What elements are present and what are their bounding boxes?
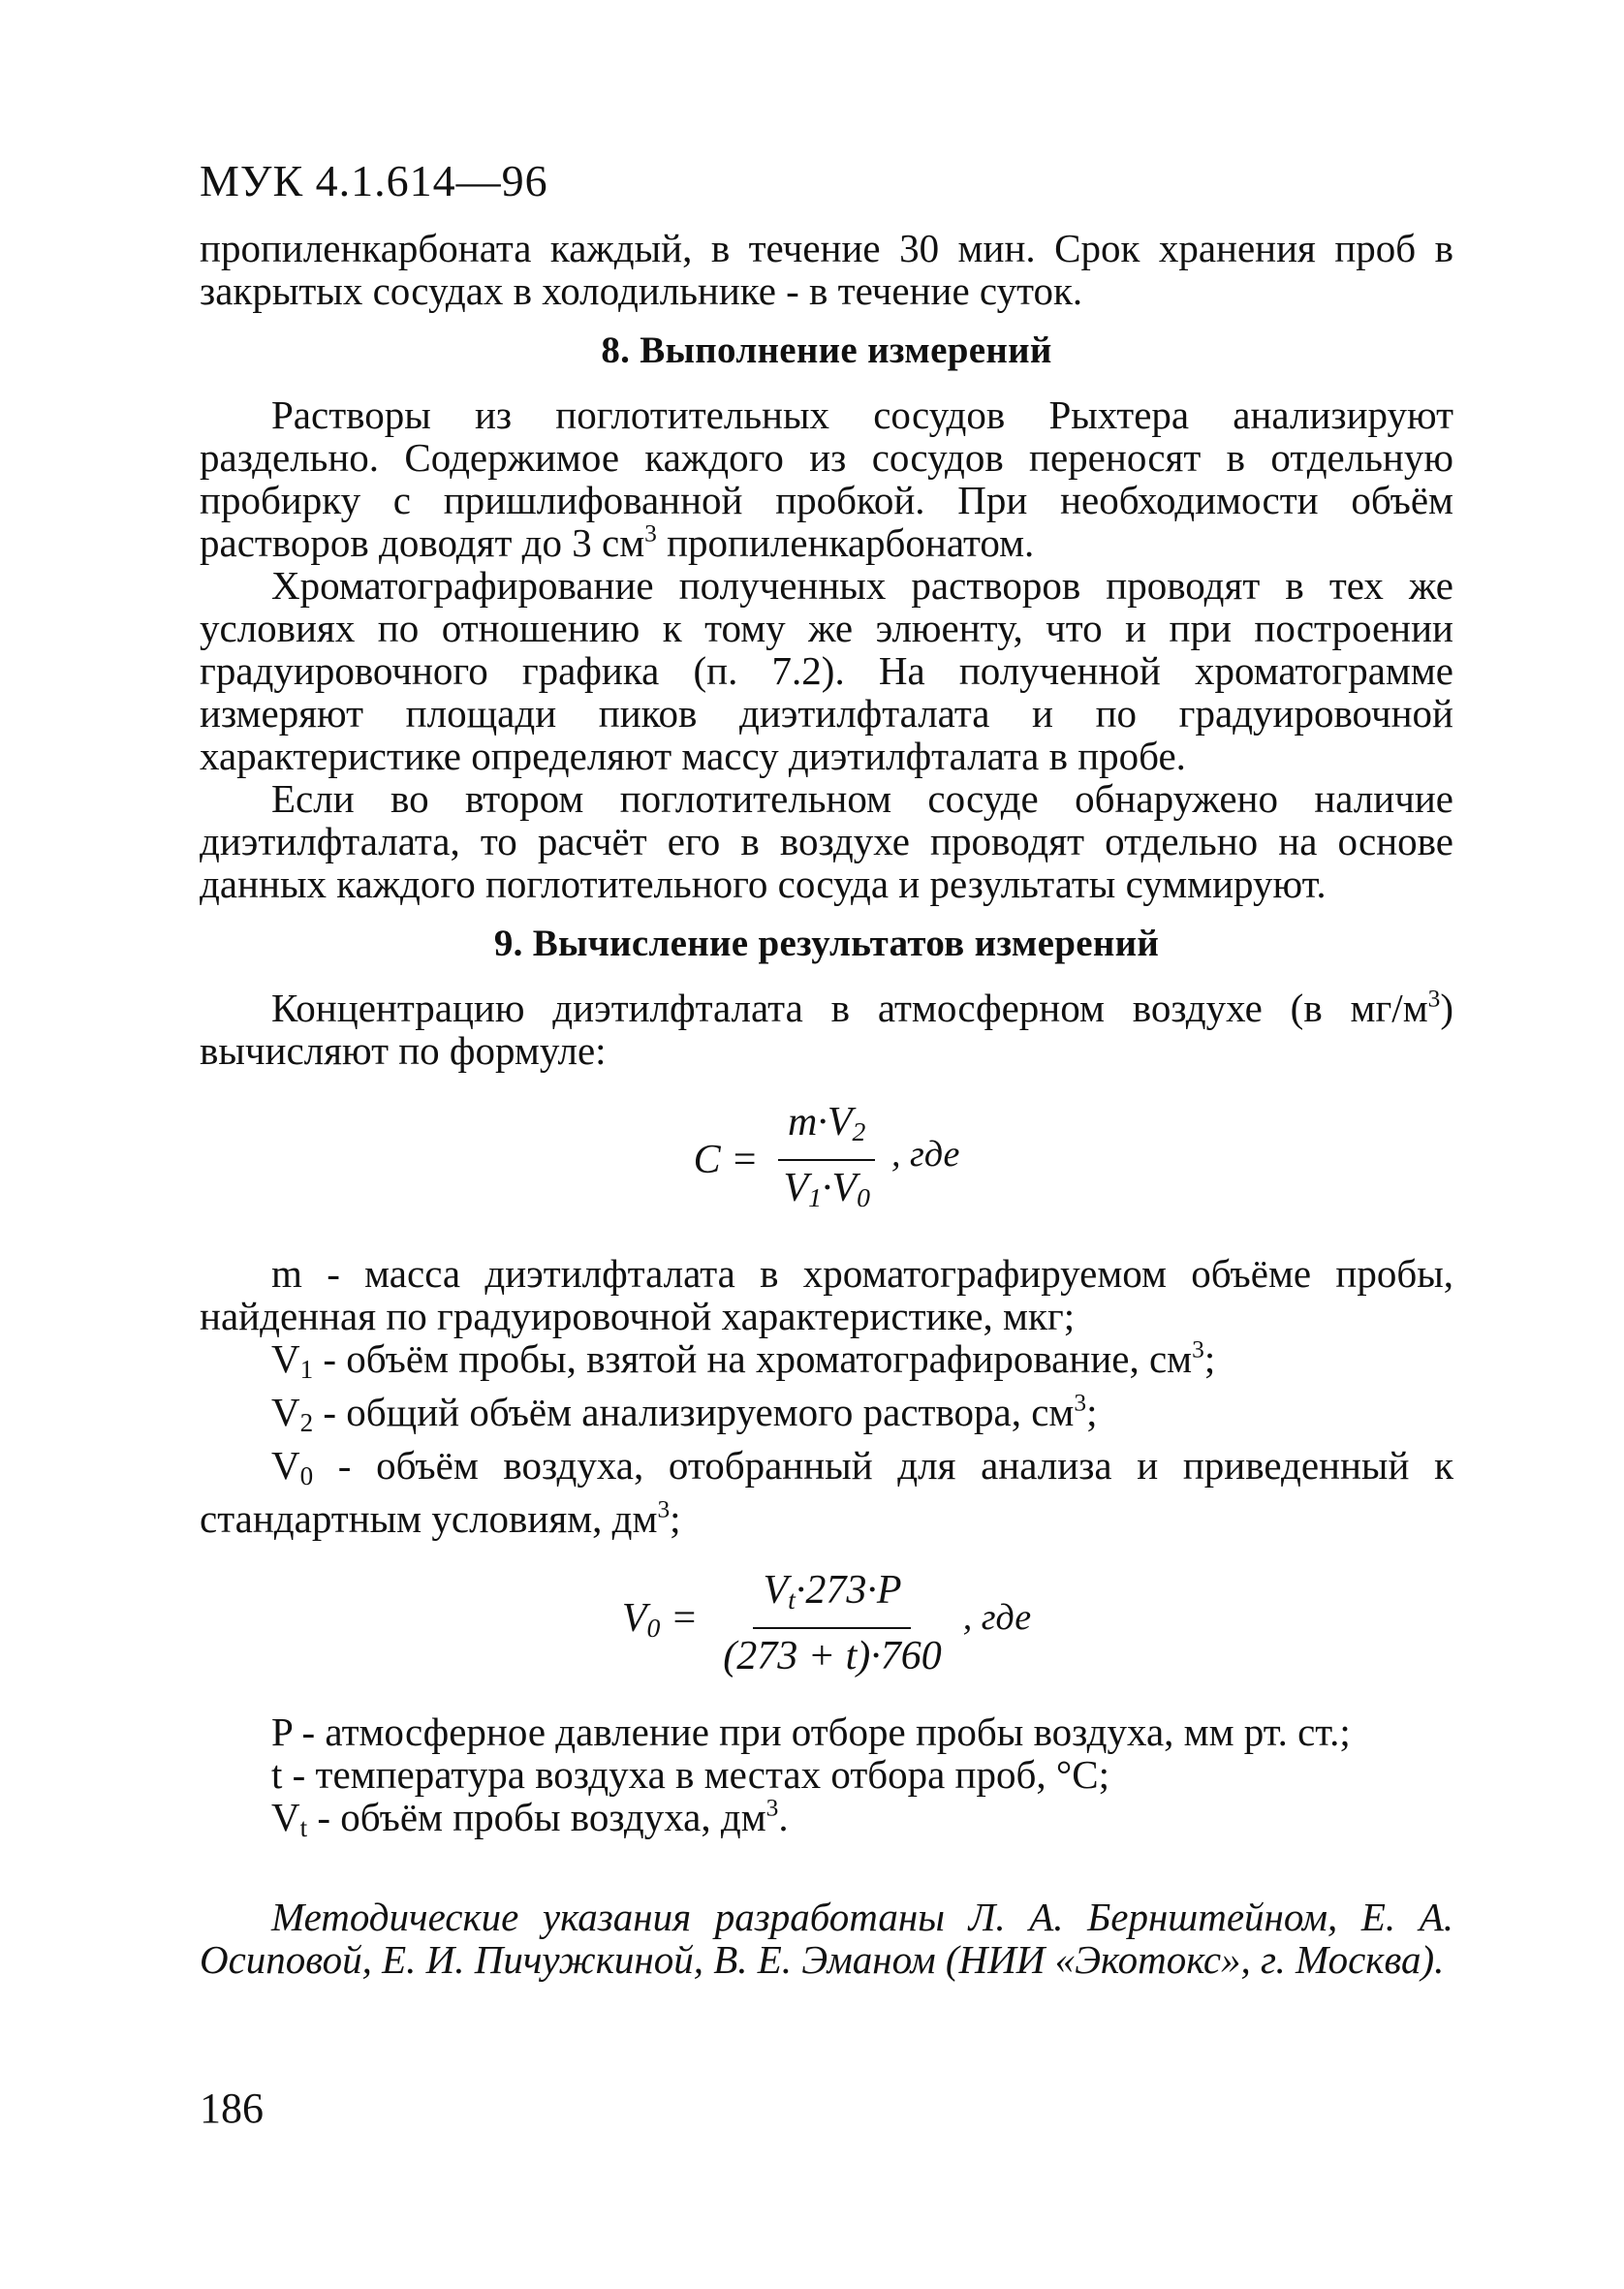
document-code: МУК 4.1.614—96 [200,156,548,205]
formula-text: V [621,1596,647,1642]
superscript: 3 [1192,1335,1204,1364]
formula-text: ·V [821,1166,858,1211]
variable-symbol: m [271,1251,302,1297]
formula-text: V [763,1568,789,1614]
formula-denominator: (273 + t)·760 [723,1634,942,1679]
formula-numerator [778,1101,875,1161]
variable-vt [200,1796,1453,1849]
subscript: 2 [299,1408,314,1438]
section-9-paragraph-1 [200,987,1453,1072]
variable-symbol: P [271,1709,293,1755]
variable-m [200,1252,1453,1337]
page-number: 186 [200,2085,264,2132]
subscript: 0 [299,1461,314,1491]
section-9-title: 9. Вычисление результатов измерений [493,923,1160,964]
superscript: 3 [644,519,657,548]
variable-v0 [200,1444,1453,1540]
text-run: Концентрацию диэтилфталата в атмосферном воздухе (в мг/м [271,986,1428,1030]
formula-text: = [660,1596,699,1642]
authors-note: Методические указания разработаны Л. А. Бернштейном, Е. А. Осиповой, Е. И. Пичужкиной, В. Е. Эманом (НИИ «Экотокс», г. Москва). [200,1895,1453,1983]
subscript: 2 [852,1116,866,1147]
text-run: ) вычисляют по формуле: [200,986,1453,1073]
text-run: . [778,1795,789,1840]
subscript: t [788,1584,796,1615]
subscript: 0 [857,1182,870,1213]
formula-tail: , где [891,1134,960,1176]
variable-description: - температура воздуха в местах отбора проб, °С; [282,1752,1109,1798]
variable-v1 [200,1337,1453,1391]
subscript: 0 [646,1613,661,1644]
variable-t [200,1753,1453,1796]
concentration-formula [200,1101,1453,1219]
superscript: 3 [657,1495,671,1523]
section-8-paragraph-1 [200,393,1453,564]
formula-text: ·273·P [795,1568,902,1614]
intro-paragraph: пропиленкарбоната каждый, в течение 30 мин. Срок хранения проб в закрытых сосудах в холодильнике - в течение суток. [200,226,1453,313]
superscript: 3 [765,1794,779,1822]
subscript: 1 [808,1182,822,1213]
section-8-paragraph-3: Если во втором поглотительном сосуде обнаружено наличие диэтилфталата, то расчёт его в воздухе проводят отдельно на основе данных каждого поглотительного сосуда и результаты суммируют. [200,776,1453,906]
variable-symbol: V [271,1443,300,1489]
text-run: ; [1086,1390,1098,1435]
variable-symbol: V [271,1795,300,1840]
variable-symbol: t [271,1752,283,1798]
superscript: 3 [1074,1389,1087,1417]
section-8-paragraph-2: Хроматографирование полученных растворов проводят в тех же условиях по отношению к тому же элюенту, что и при построении градуировочного графика (п. 7.2). На полученной хроматограмме измеряют площади пиков диэтилфталата и по градуировочной характеристике определяют массу диэтилфталата в пробе. [200,563,1453,778]
text-run: ; [670,1496,681,1542]
subscript: t [299,1813,308,1843]
formula-text: m·V [788,1100,853,1144]
variable-p [200,1710,1453,1753]
variable-description: - объём пробы воздуха, дм [307,1795,766,1840]
superscript: 3 [1427,985,1441,1013]
formula-numerator [753,1569,911,1629]
variable-v2 [200,1391,1453,1444]
subscript: 1 [299,1355,314,1385]
text-run: Растворы из поглотительных сосудов Рыхтера анализируют раздельно. Содержимое каждого из сосудов переносят в отдельную пробирку с пришлифованной пробкой. При необходимости объём растворов доводят до 3 см [200,392,1453,565]
section-8-title: 8. Выполнение измерений [601,329,1052,371]
text-run: ; [1203,1336,1216,1382]
variable-description: - масса диэтилфталата в хроматографируемом объёме пробы, найденная по градуировочной характеристике, мкг; [200,1251,1453,1339]
formula-lhs: C = [693,1138,759,1183]
formula-denominator [773,1161,880,1219]
variable-symbol: V [271,1390,300,1435]
formula-tail: , где [962,1597,1032,1639]
formula-fraction [773,1101,880,1219]
variable-description: - объём воздуха, отобранный для анализа и приведенный к стандартным условиям, дм [200,1443,1453,1542]
formula-text: V [783,1166,809,1211]
variable-symbol: V [271,1336,300,1382]
text-run: пропиленкарбонатом. [656,520,1035,565]
variable-description: - общий объём анализируемого раствора, см [313,1390,1075,1435]
page-content [200,227,1453,1981]
variable-description: - атмосферное давление при отборе пробы воздуха, мм рт. ст.; [292,1709,1351,1755]
formula-fraction [713,1569,951,1678]
variable-description: - объём пробы, взятой на хроматографирование, см [313,1336,1193,1382]
air-volume-formula [200,1569,1453,1678]
formula-lhs [622,1597,698,1649]
